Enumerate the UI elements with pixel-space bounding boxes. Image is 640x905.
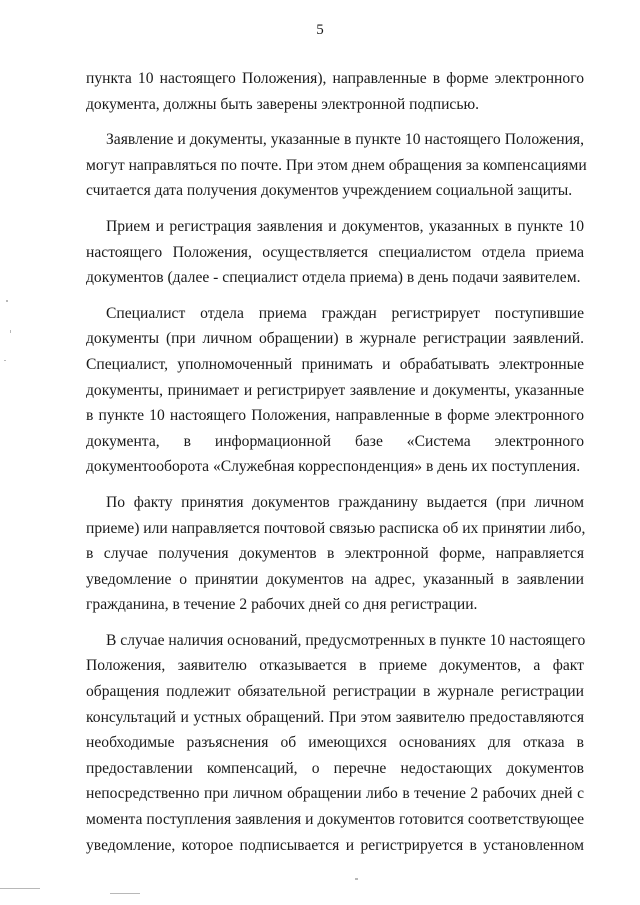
text-line: консультаций и устных обращений. При этом заявителю предоставляются (86, 708, 584, 726)
text-line: документа, должны быть заверены электронной подписью. (86, 95, 479, 113)
paragraph (86, 301, 584, 480)
scan-artifact (0, 888, 40, 889)
scan-artifact (6, 300, 8, 302)
text-line: документа, в информационной базе «Система электронного (86, 432, 584, 450)
scan-artifact (10, 330, 11, 333)
text-line: документооборота «Служебная корреспонденция» в день их поступления. (86, 458, 581, 476)
text-line: обращения подлежит обязательной регистрации в журнале регистрации (86, 683, 584, 701)
text-line: Прием и регистрация заявления и документов, указанных в пункте 10 (106, 217, 584, 235)
paragraph (86, 214, 584, 291)
paragraph (86, 127, 587, 204)
text-line: По факту принятия документов гражданину выдается (при личном (106, 493, 584, 511)
text-line: в пункте 10 настоящего Положения, направленные в форме электронного (86, 407, 584, 425)
text-line: документы (при личном обращении) в журнале регистрации заявлений. (86, 330, 584, 348)
text-line: документов (далее - специалист отдела приема) в день подачи заявителем. (86, 269, 581, 287)
scan-artifact (110, 893, 140, 894)
text-line: документы, принимает и регистрирует заявление и документы, указанные (86, 381, 584, 399)
text-line: могут направляться по почте. При этом днем обращения за компенсациями (86, 156, 587, 174)
text-line: непосредственно при личном обращении либо в течение 2 рабочих дней с (86, 785, 584, 803)
paragraph (86, 628, 584, 858)
paragraph (86, 66, 584, 117)
page-number: 5 (316, 22, 324, 38)
text-line: предоставлении компенсаций, о перечне недостающих документов (86, 759, 584, 777)
text-line: момента поступления заявления и документов готовится соответствующее (86, 811, 584, 829)
text-line: В случае наличия оснований, предусмотренных в пункте 10 настоящего (106, 631, 586, 649)
text-line: уведомление о принятии документов на адрес, указанный в заявлении (86, 570, 584, 588)
scan-artifact (4, 360, 6, 361)
text-line: в случае получения документов в электронной форме, направляется (86, 545, 584, 563)
text-line: гражданина, в течение 2 рабочих дней со дня регистрации. (86, 596, 478, 614)
text-line: Специалист, уполномоченный принимать и обрабатывать электронные (86, 355, 584, 373)
text-line: Специалист отдела приема граждан регистрирует поступившие (106, 304, 584, 322)
text-line: Положения, заявителю отказывается в приеме документов, а факт (86, 657, 584, 675)
document-body (86, 66, 587, 868)
text-line: пункта 10 настоящего Положения), направленные в форме электронного (86, 70, 584, 87)
text-line: считается дата получения документов учреждением социальной защиты. (86, 182, 573, 200)
text-line: уведомление, которое подписывается и регистрируется в установленном (86, 836, 584, 854)
text-line: Заявление и документы, указанные в пункте 10 настоящего Положения, (106, 131, 584, 149)
text-line: настоящего Положения, осуществляется специалистом отдела приема (86, 243, 584, 261)
paragraph (86, 490, 584, 618)
text-line: необходимые разъяснения об имеющихся основаниях для отказа в (86, 734, 584, 752)
text-line: приеме) или направляется почтовой связью расписка об их принятии либо, (86, 519, 586, 537)
scan-artifact (355, 878, 358, 880)
